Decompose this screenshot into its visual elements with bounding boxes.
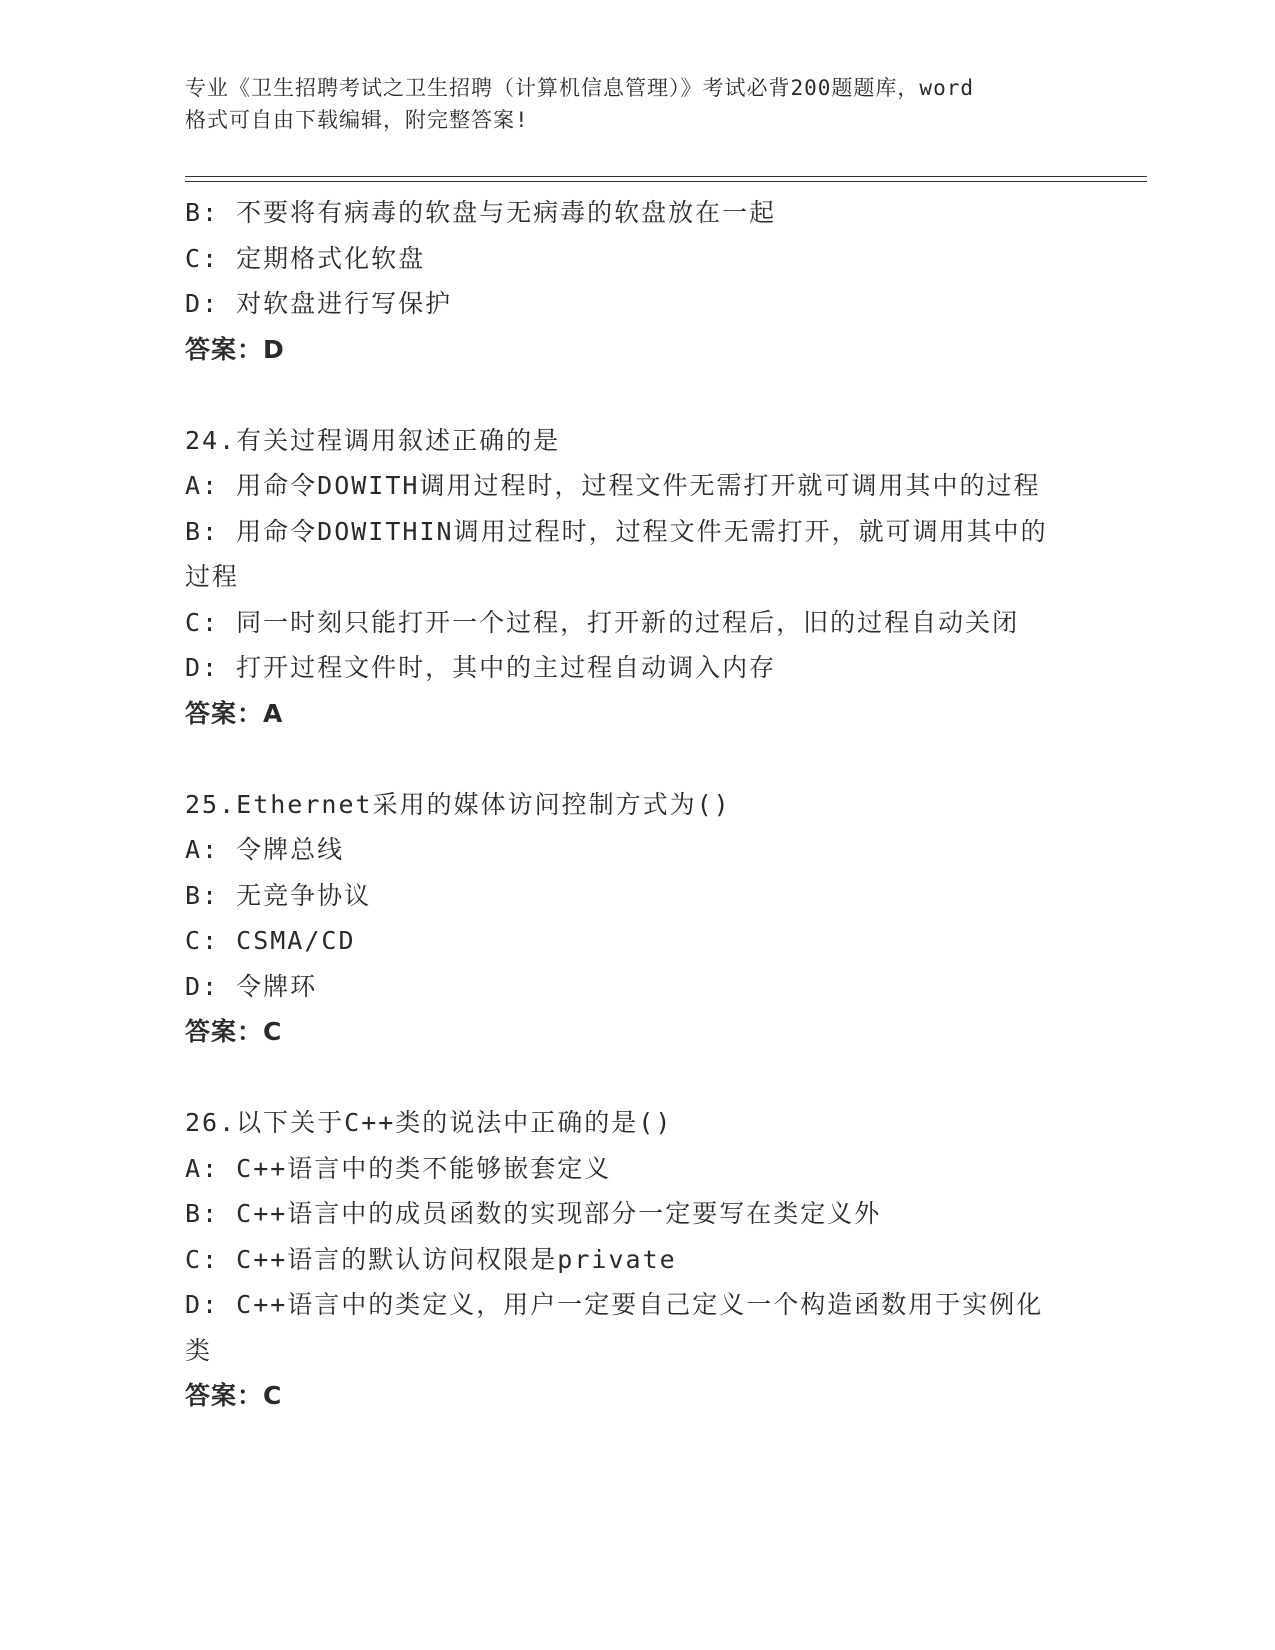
option-b: B: 用命令DOWITHIN调用过程时，过程文件无需打开，就可调用其中的过程 (185, 516, 1048, 591)
option-a: A: C++语言中的类不能够嵌套定义 (185, 1153, 612, 1183)
question-25 (185, 782, 1065, 1055)
question-24 (185, 418, 1065, 737)
question-stem: 26.以下关于C++类的说法中正确的是() (185, 1108, 673, 1137)
header-divider-bottom (185, 181, 1147, 182)
spacer (185, 736, 1065, 782)
answer-line: 答案：C (185, 1017, 283, 1046)
answer-line: 答案：C (185, 1381, 283, 1410)
question-stem: 25.Ethernet采用的媒体访问控制方式为() (185, 789, 731, 819)
question-26 (185, 1100, 1065, 1419)
header-line-1: 专业《卫生招聘考试之卫生招聘（计算机信息管理）》考试必背200题题库，word (185, 76, 974, 100)
question-content (185, 190, 1065, 1419)
answer-line: 答案：D (185, 334, 285, 364)
option-d: D: C++语言中的类定义，用户一定要自己定义一个构造函数用于实例化类 (185, 1290, 1044, 1365)
option-d: D: 对软盘进行写保护 (185, 289, 453, 318)
option-a: A: 用命令DOWITH调用过程时，过程文件无需打开就可调用其中的过程 (185, 471, 1041, 500)
option-b: B: C++语言中的成员函数的实现部分一定要写在类定义外 (185, 1199, 882, 1228)
option-b: B: 无竞争协议 (185, 880, 372, 910)
option-c: C: C++语言的默认访问权限是private (185, 1244, 677, 1274)
spacer (185, 372, 1065, 418)
continued-question (185, 190, 1065, 372)
option-d: D: 令牌环 (185, 971, 318, 1001)
page-header (185, 72, 1085, 136)
option-a: A: 令牌总线 (185, 835, 345, 864)
option-d: D: 打开过程文件时，其中的主过程自动调入内存 (185, 653, 777, 682)
header-line-2: 格式可自由下载编辑，附完整答案! (185, 108, 529, 132)
answer-line: 答案：A (185, 698, 284, 728)
option-c: C: 同一时刻只能打开一个过程，打开新的过程后，旧的过程自动关闭 (185, 607, 1020, 637)
header-divider-top (185, 176, 1147, 177)
spacer (185, 1055, 1065, 1101)
option-c: C: CSMA/CD (185, 926, 356, 955)
option-c: C: 定期格式化软盘 (185, 243, 426, 273)
option-b: B: 不要将有病毒的软盘与无病毒的软盘放在一起 (185, 198, 777, 227)
question-stem: 24.有关过程调用叙述正确的是 (185, 425, 561, 455)
